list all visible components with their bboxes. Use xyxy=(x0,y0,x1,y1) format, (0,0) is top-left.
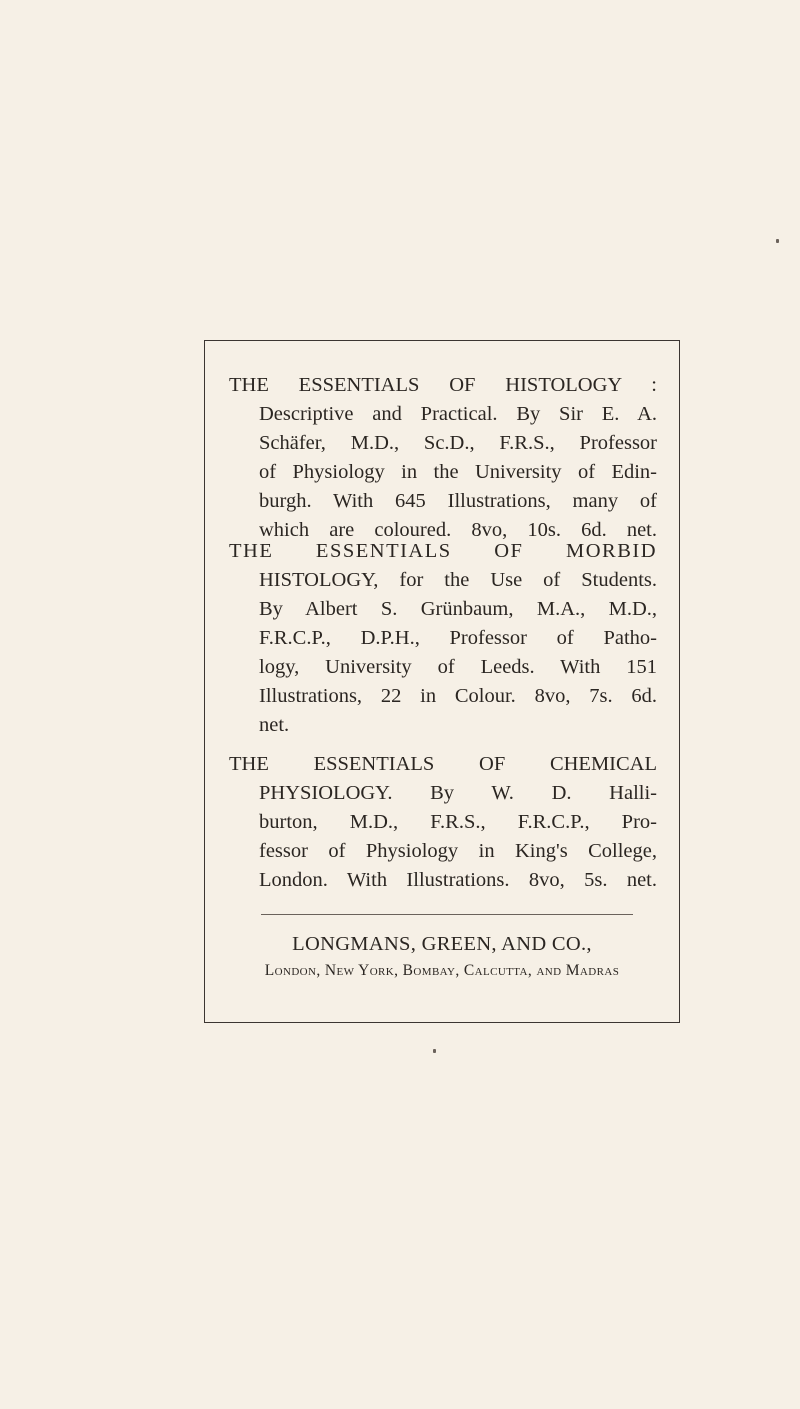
paper-speck xyxy=(776,239,779,243)
book-entry-morbid-histology xyxy=(229,537,657,740)
entry-line: F.R.C.P., D.P.H., Professor of Patho- xyxy=(259,627,657,649)
entry-line: logy, University of Leeds. With 151 xyxy=(259,656,657,678)
entry-line: burton, M.D., F.R.S., F.R.C.P., Pro- xyxy=(259,811,657,833)
entry-line: fessor of Physiology in King's College, xyxy=(259,840,657,862)
entry-line: HISTOLOGY, for the Use of Students. xyxy=(259,569,657,591)
entry-line: net. xyxy=(259,714,290,736)
entry-line: which are coloured. 8vo, 10s. 6d. net. xyxy=(259,519,657,541)
paper-speck xyxy=(433,1049,436,1053)
advertisement-box xyxy=(204,340,680,1023)
divider-rule xyxy=(261,914,633,915)
entry-title-line: THE ESSENTIALS OF MORBID xyxy=(229,540,657,562)
entry-line: Descriptive and Practical. By Sir E. A. xyxy=(259,403,657,425)
entry-title-line: THE ESSENTIALS OF CHEMICAL xyxy=(229,753,657,775)
entry-line: Schäfer, M.D., Sc.D., F.R.S., Professor xyxy=(259,432,657,454)
entry-line: London. With Illustrations. 8vo, 5s. net. xyxy=(259,869,657,891)
book-entry-chemical-physiology xyxy=(229,750,657,895)
entry-title-line: THE ESSENTIALS OF HISTOLOGY : xyxy=(229,374,657,396)
publisher-name: LONGMANS, GREEN, AND CO., xyxy=(292,933,592,955)
publisher-cities: London, New York, Bombay, Calcutta, and Madras xyxy=(264,962,620,979)
entry-line: Illustrations, 22 in Colour. 8vo, 7s. 6d. xyxy=(259,685,657,707)
entry-line: burgh. With 645 Illustrations, many of xyxy=(259,490,657,512)
book-entry-histology xyxy=(229,371,657,545)
entry-line: PHYSIOLOGY. By W. D. Halli- xyxy=(259,782,657,804)
entry-line: By Albert S. Grünbaum, M.A., M.D., xyxy=(259,598,657,620)
entry-line: of Physiology in the University of Edin- xyxy=(259,461,657,483)
